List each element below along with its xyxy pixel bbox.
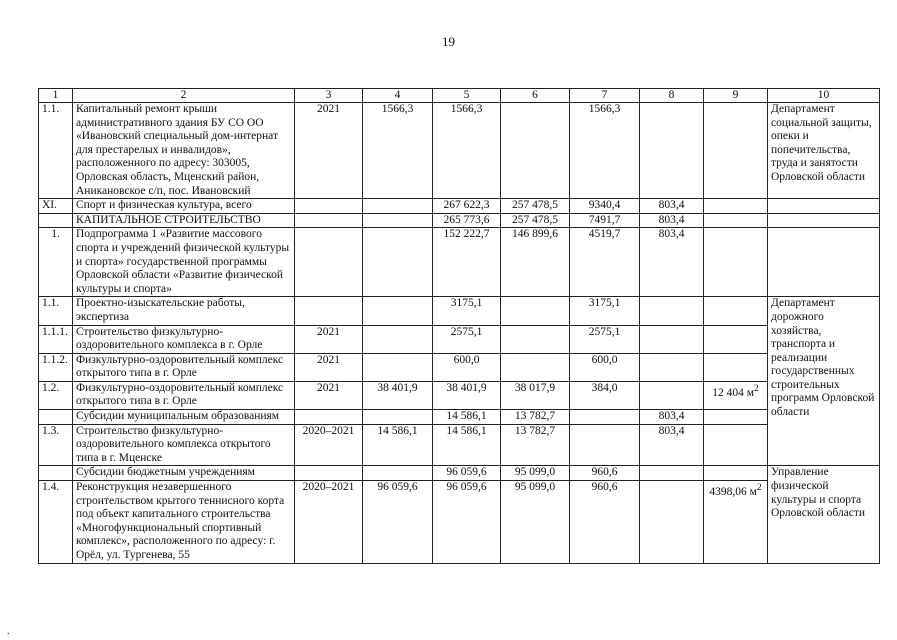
row-year: 2021 <box>295 103 363 199</box>
row-col6 <box>501 353 570 381</box>
row-name: Физкультурно-оздоровительный комплекс открытого типа в г. Орле <box>73 353 295 381</box>
row-year <box>295 466 363 481</box>
area-value: 12 404 м <box>712 386 754 399</box>
department-sport-cell: Управление физической культуры и спорта Орловской области <box>768 466 880 563</box>
row-col5: 265 773,6 <box>433 213 501 228</box>
row-col4 <box>363 228 433 297</box>
table-row <box>39 381 880 409</box>
row-number <box>39 213 73 228</box>
table-row <box>39 353 880 381</box>
row-department <box>768 199 880 214</box>
row-col5: 96 059,6 <box>433 481 501 564</box>
row-col4 <box>363 466 433 481</box>
row-name: Строительство физкультурно-оздоровительного комплекса в г. Орле <box>73 325 295 353</box>
row-year: 2021 <box>295 353 363 381</box>
table-row <box>39 213 880 228</box>
row-col6: 257 478,5 <box>501 199 570 214</box>
row-col7: 600,0 <box>570 353 640 381</box>
row-col5: 14 586,1 <box>433 410 501 425</box>
scan-mark: . <box>7 626 10 637</box>
row-col4: 14 586,1 <box>363 424 433 466</box>
row-col6 <box>501 103 570 199</box>
row-col7 <box>570 410 640 425</box>
row-year: 2021 <box>295 325 363 353</box>
table-row <box>39 199 880 214</box>
row-number: 1.1.2. <box>39 353 73 381</box>
row-department <box>768 228 880 297</box>
row-col8 <box>640 325 704 353</box>
row-col8: 803,4 <box>640 228 704 297</box>
area-unit-exponent: 2 <box>756 482 762 494</box>
row-number: 1.1.1. <box>39 325 73 353</box>
row-col7: 1566,3 <box>570 103 640 199</box>
row-col4 <box>363 353 433 381</box>
row-col4 <box>363 410 433 425</box>
row-name: Субсидии бюджетным учреждениям <box>73 466 295 481</box>
row-col5: 38 401,9 <box>433 381 501 409</box>
table-row <box>39 481 880 564</box>
col-header-7: 7 <box>570 89 640 103</box>
table-row <box>39 325 880 353</box>
budget-table <box>38 88 880 564</box>
col-header-5: 5 <box>433 89 501 103</box>
col-header-1: 1 <box>39 89 73 103</box>
row-col8 <box>640 381 704 409</box>
row-name: Капитальный ремонт крыши административного здания БУ СО ОО «Ивановский специальный дом-интернат для престарелых и инвалидов», расположенного по адресу: 303005, Орловская область, Мценский район, Аникановское с/п, пос. Ивановский <box>73 103 295 199</box>
row-col9 <box>704 381 768 409</box>
row-col6: 38 017,9 <box>501 381 570 409</box>
row-col5: 267 622,3 <box>433 199 501 214</box>
row-col7: 960,6 <box>570 481 640 564</box>
row-number: 1.1. <box>39 103 73 199</box>
row-col8: 803,4 <box>640 213 704 228</box>
table-row <box>39 103 880 199</box>
row-col5: 96 059,6 <box>433 466 501 481</box>
column-number-row <box>39 89 880 103</box>
table-row <box>39 410 880 425</box>
col-header-4: 4 <box>363 89 433 103</box>
col-header-3: 3 <box>295 89 363 103</box>
col-header-6: 6 <box>501 89 570 103</box>
row-col7: 3175,1 <box>570 297 640 325</box>
row-col4: 1566,3 <box>363 103 433 199</box>
row-col8 <box>640 297 704 325</box>
row-col8: 803,4 <box>640 424 704 466</box>
area-value: 4398,06 м <box>709 485 757 498</box>
row-year <box>295 213 363 228</box>
row-year: 2020–2021 <box>295 481 363 564</box>
row-col9 <box>704 213 768 228</box>
row-col6: 95 099,0 <box>501 481 570 564</box>
row-number: 1.3. <box>39 424 73 466</box>
row-col6: 146 899,6 <box>501 228 570 297</box>
row-year <box>295 228 363 297</box>
row-col8 <box>640 466 704 481</box>
row-name: Проектно-изыскательские работы, экспертиза <box>73 297 295 325</box>
table-row <box>39 297 880 325</box>
row-number: 1.1. <box>39 297 73 325</box>
row-year: 2021 <box>295 381 363 409</box>
row-col8: 803,4 <box>640 410 704 425</box>
row-col9 <box>704 410 768 425</box>
table-row <box>39 424 880 466</box>
row-col4 <box>363 325 433 353</box>
row-col8 <box>640 103 704 199</box>
row-col7: 7491,7 <box>570 213 640 228</box>
row-col6 <box>501 297 570 325</box>
row-col8: 803,4 <box>640 199 704 214</box>
row-name: Спорт и физическая культура, всего <box>73 199 295 214</box>
row-col4 <box>363 297 433 325</box>
row-col9 <box>704 481 768 564</box>
row-name: Строительство физкультурно-оздоровительного комплекса открытого типа в г. Мценске <box>73 424 295 466</box>
area-unit-exponent: 2 <box>753 382 759 394</box>
row-number <box>39 466 73 481</box>
row-col5: 1566,3 <box>433 103 501 199</box>
col-header-9: 9 <box>704 89 768 103</box>
row-col8 <box>640 353 704 381</box>
row-col9 <box>704 353 768 381</box>
row-name: КАПИТАЛЬНОЕ СТРОИТЕЛЬСТВО <box>73 213 295 228</box>
row-col4 <box>363 213 433 228</box>
row-number: 1.2. <box>39 381 73 409</box>
row-col7: 2575,1 <box>570 325 640 353</box>
row-col6: 13 782,7 <box>501 424 570 466</box>
row-col4 <box>363 199 433 214</box>
row-name: Физкультурно-оздоровительный комплекс открытого типа в г. Орле <box>73 381 295 409</box>
row-year <box>295 410 363 425</box>
row-year <box>295 199 363 214</box>
row-col9 <box>704 466 768 481</box>
col-header-2: 2 <box>73 89 295 103</box>
row-year <box>295 297 363 325</box>
row-col6: 95 099,0 <box>501 466 570 481</box>
row-col5: 152 222,7 <box>433 228 501 297</box>
row-number: 1.4. <box>39 481 73 564</box>
row-col6 <box>501 325 570 353</box>
row-col4: 38 401,9 <box>363 381 433 409</box>
row-col7: 9340,4 <box>570 199 640 214</box>
col-header-10: 10 <box>768 89 880 103</box>
row-name: Субсидии муниципальным образованиям <box>73 410 295 425</box>
row-col9 <box>704 103 768 199</box>
row-col7: 960,6 <box>570 466 640 481</box>
row-col9 <box>704 228 768 297</box>
row-col5: 2575,1 <box>433 325 501 353</box>
col-header-8: 8 <box>640 89 704 103</box>
row-col7 <box>570 424 640 466</box>
row-name: Реконструкция незавершенного строительством крытого теннисного корта под объект капитального строительства «Многофункциональный спортивный комплекс», расположенного по адресу: г. Орёл, ул. Тургенева, 55 <box>73 481 295 564</box>
row-col6: 13 782,7 <box>501 410 570 425</box>
row-col9 <box>704 297 768 325</box>
row-col9 <box>704 424 768 466</box>
row-department <box>768 213 880 228</box>
row-col4: 96 059,6 <box>363 481 433 564</box>
row-col5: 600,0 <box>433 353 501 381</box>
row-col5: 3175,1 <box>433 297 501 325</box>
row-number: 1. <box>39 228 73 297</box>
row-col7: 384,0 <box>570 381 640 409</box>
page-number: 19 <box>442 34 455 49</box>
department-roads-cell: Департамент дорожного хозяйства, транспорта и реализации государственных строительных программ Орловской области <box>768 297 880 466</box>
row-name: Подпрограмма 1 «Развитие массового спорта и учреждений физической культуры и спорта» государственной программы Орловской области «Развитие физической культуры и спорта» <box>73 228 295 297</box>
table-row <box>39 228 880 297</box>
row-department: Департамент социальной защиты, опеки и попечительства, труда и занятости Орловской области <box>768 103 880 199</box>
row-col8 <box>640 481 704 564</box>
row-col9 <box>704 325 768 353</box>
row-col9 <box>704 199 768 214</box>
table-row <box>39 466 880 481</box>
row-year: 2020–2021 <box>295 424 363 466</box>
row-col7: 4519,7 <box>570 228 640 297</box>
row-number <box>39 410 73 425</box>
row-col5: 14 586,1 <box>433 424 501 466</box>
row-number: XI. <box>39 199 73 214</box>
row-col6: 257 478,5 <box>501 213 570 228</box>
